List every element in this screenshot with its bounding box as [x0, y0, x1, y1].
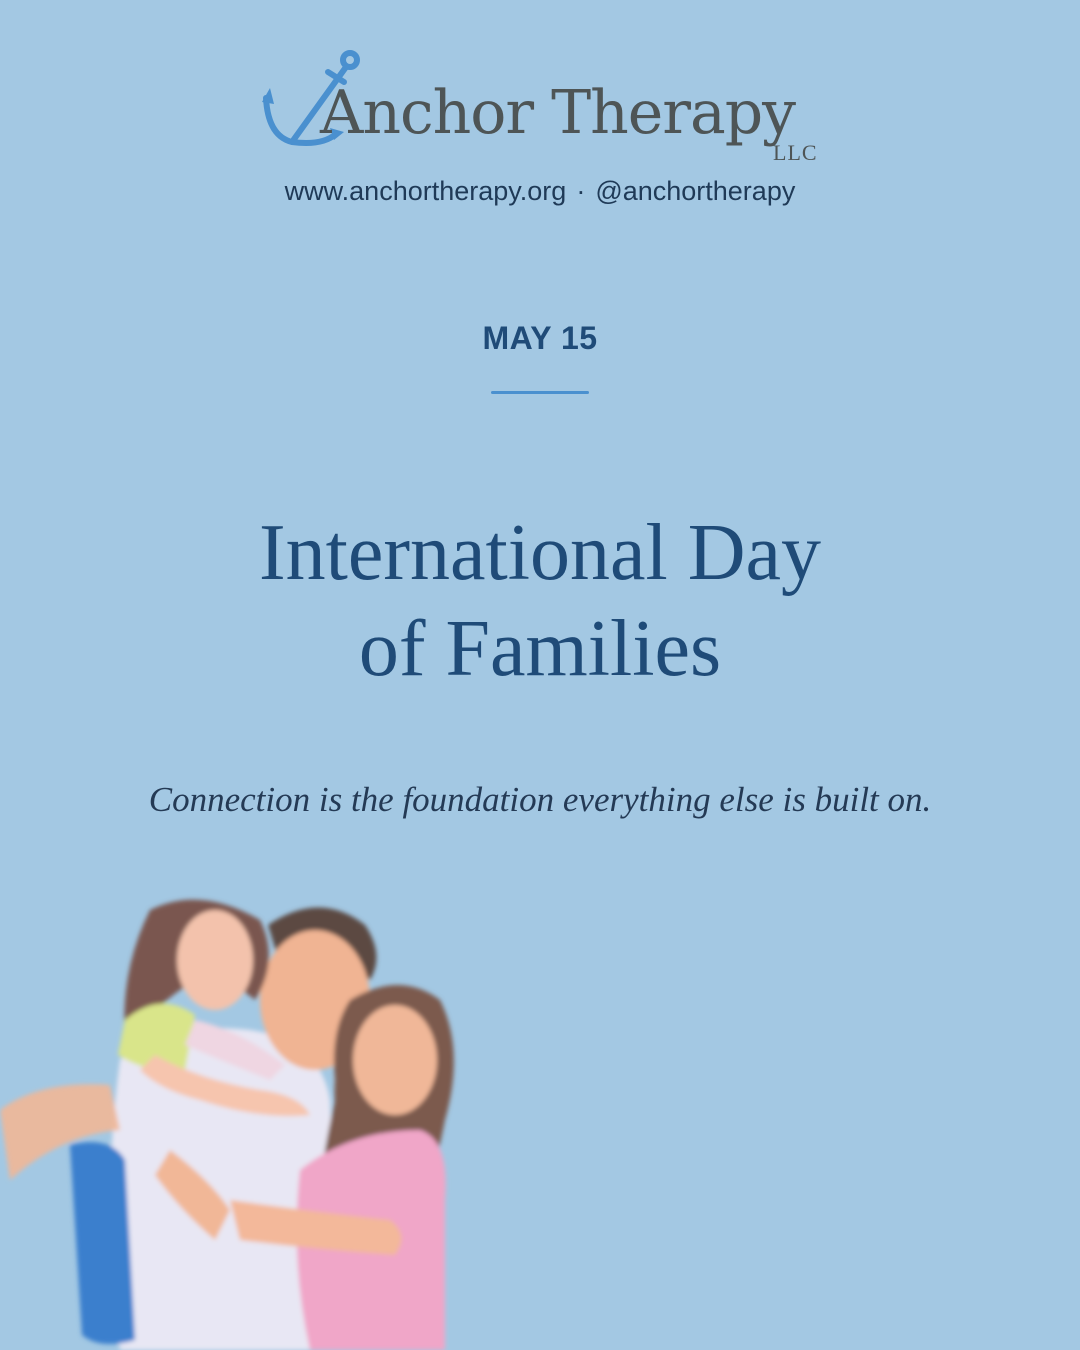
brand-suffix: LLC	[773, 140, 818, 165]
family-hug-illustration	[0, 880, 480, 1350]
title-line-2: of Families	[358, 605, 722, 693]
brand-name: Anchor Therapy	[320, 78, 796, 148]
website-link[interactable]: www.anchortherapy.org	[284, 176, 567, 206]
event-date: MAY 15	[482, 320, 598, 356]
brand-logo	[262, 48, 842, 168]
social-handle[interactable]: @anchortherapy	[595, 176, 796, 206]
contact-separator: ·	[576, 176, 586, 206]
contact-line	[0, 176, 1080, 207]
page-title	[0, 505, 1080, 697]
tagline: Connection is the foundation everything else is built on.	[148, 780, 932, 819]
title-line-1: International Day	[259, 509, 821, 597]
divider	[491, 391, 589, 394]
